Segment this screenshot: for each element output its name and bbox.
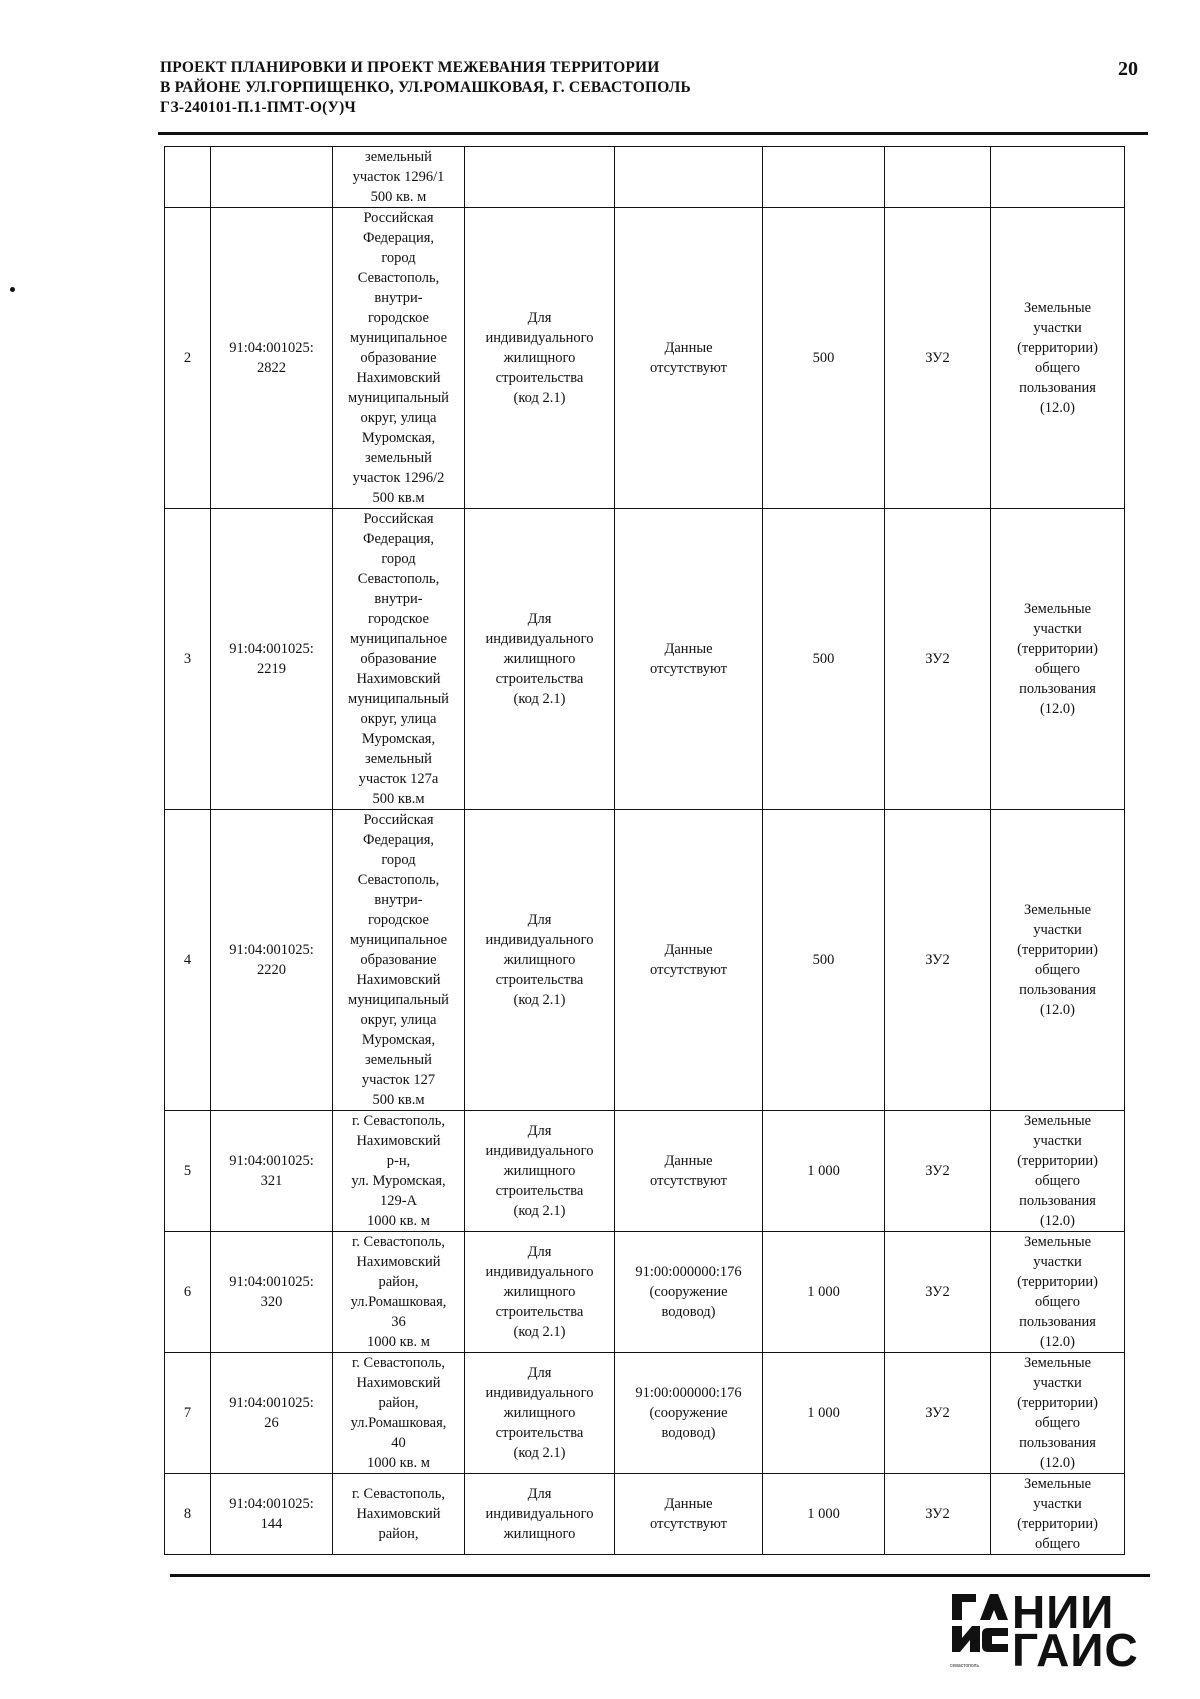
table-cell-address <box>333 810 465 1111</box>
table-cell-data <box>615 1111 763 1232</box>
cell-text-cadastre: 91:04:001025: 321 <box>229 1153 314 1189</box>
header-title-line2: В РАЙОНЕ УЛ.ГОРПИЩЕНКО, УЛ.РОМАШКОВАЯ, Г. СЕВАСТОПОЛЬ <box>160 79 691 96</box>
table-cell-category <box>991 147 1125 208</box>
logo-word-bottom: ГАИС <box>1012 1624 1139 1676</box>
cell-text-address: г. Севастополь, Нахимовский р-н, ул. Муромская, 129-А 1000 кв. м <box>351 1113 446 1229</box>
table-cell-area <box>763 810 885 1111</box>
cell-text-zone: ЗУ2 <box>925 1284 950 1300</box>
cell-text-area: 500 <box>812 350 835 366</box>
cell-text-num: 4 <box>183 952 192 968</box>
table-cell-data <box>615 208 763 509</box>
table-cell-category <box>991 1111 1125 1232</box>
table-cell-area <box>763 147 885 208</box>
stray-dot <box>10 287 15 292</box>
table-cell-cadastre <box>211 810 333 1111</box>
table-cell-cadastre <box>211 1474 333 1555</box>
cell-text-category: Земельные участки (территории) общего пользования (12.0) <box>1017 1113 1098 1229</box>
table-cell-category <box>991 1353 1125 1474</box>
table-row <box>165 1474 1125 1555</box>
table-cell-category <box>991 810 1125 1111</box>
table-cell-category <box>991 1232 1125 1353</box>
table-cell-address <box>333 1474 465 1555</box>
cell-text-zone: ЗУ2 <box>925 1405 950 1421</box>
table-row <box>165 1232 1125 1353</box>
table-cell-data <box>615 1474 763 1555</box>
cell-text-address: Российская Федерация, город Севастополь, внутри- городское муниципальное образование Нахимовский муниципальный округ, улица Муромская, земельный участок 127 500 кв.м <box>348 812 449 1108</box>
table-cell-use <box>465 1474 615 1555</box>
table-cell-use <box>465 509 615 810</box>
cell-text-data: 91:00:000000:176 (сооружение водовод) <box>635 1264 742 1320</box>
niigais-logo <box>950 1586 1155 1676</box>
document-header <box>160 58 1150 118</box>
table-cell-cadastre <box>211 1232 333 1353</box>
cell-text-num: 7 <box>183 1405 192 1421</box>
cell-text-category: Земельные участки (территории) общего пользования (12.0) <box>1017 601 1098 717</box>
table-cell-use <box>465 208 615 509</box>
cell-text-use: Для индивидуального жилищного строительства (код 2.1) <box>485 1244 594 1340</box>
table-cell-cadastre <box>211 1353 333 1474</box>
cell-text-cadastre: 91:04:001025: 2822 <box>229 340 314 376</box>
cell-text-cadastre: 91:04:001025: 2220 <box>229 942 314 978</box>
cell-text-zone: ЗУ2 <box>925 1506 950 1522</box>
table-cell-num <box>165 509 211 810</box>
header-rule <box>158 132 1148 135</box>
table-cell-use <box>465 1111 615 1232</box>
table-cell-num <box>165 1474 211 1555</box>
cell-text-area: 500 <box>812 651 835 667</box>
table-row <box>165 509 1125 810</box>
table-cell-cadastre <box>211 509 333 810</box>
table-row <box>165 810 1125 1111</box>
cell-text-zone: ЗУ2 <box>925 350 950 366</box>
header-document-code: ГЗ-240101-П.1-ПМТ-О(У)Ч <box>160 99 357 116</box>
table-cell-area <box>763 1474 885 1555</box>
table-row <box>165 147 1125 208</box>
table-cell-area <box>763 1353 885 1474</box>
cell-text-cadastre: 91:04:001025: 320 <box>229 1274 314 1310</box>
cell-text-data: Данные отсутствуют <box>650 942 727 978</box>
table-cell-address <box>333 1111 465 1232</box>
cell-text-num: 8 <box>183 1506 192 1522</box>
cell-text-area: 1 000 <box>807 1163 840 1179</box>
table-cell-zone <box>885 1474 991 1555</box>
land-plots-table <box>164 146 1125 1555</box>
cell-text-use: Для индивидуального жилищного строительства (код 2.1) <box>485 1365 594 1461</box>
cell-text-data: Данные отсутствуют <box>650 1496 727 1532</box>
table-cell-category <box>991 208 1125 509</box>
table-cell-category <box>991 1474 1125 1555</box>
cell-text-zone: ЗУ2 <box>925 952 950 968</box>
table-cell-zone <box>885 1353 991 1474</box>
header-title-line1: ПРОЕКТ ПЛАНИРОВКИ И ПРОЕКТ МЕЖЕВАНИЯ ТЕРРИТОРИИ <box>160 59 660 76</box>
table-cell-data <box>615 147 763 208</box>
table-cell-zone <box>885 810 991 1111</box>
cell-text-address: Российская Федерация, город Севастополь, внутри- городское муниципальное образование Нахимовский муниципальный округ, улица Муромская, земельный участок 1296/2 500 кв.м <box>348 210 449 506</box>
cell-text-use: Для индивидуального жилищного строительства (код 2.1) <box>485 310 594 406</box>
cell-text-num: 5 <box>183 1163 192 1179</box>
cell-text-num: 2 <box>183 350 192 366</box>
logo-caption: севастополь <box>950 1663 980 1669</box>
table-row <box>165 1353 1125 1474</box>
cell-text-area: 1 000 <box>807 1284 840 1300</box>
table-cell-address <box>333 1353 465 1474</box>
table-cell-use <box>465 1353 615 1474</box>
table-cell-num <box>165 1232 211 1353</box>
cell-text-cadastre: 91:04:001025: 26 <box>229 1395 314 1431</box>
cell-text-area: 1 000 <box>807 1405 840 1421</box>
cell-text-data: Данные отсутствуют <box>650 641 727 677</box>
table-cell-area <box>763 1232 885 1353</box>
table-cell-use <box>465 147 615 208</box>
table-cell-zone <box>885 208 991 509</box>
cell-text-data: 91:00:000000:176 (сооружение водовод) <box>635 1385 742 1441</box>
table-cell-cadastre <box>211 1111 333 1232</box>
cell-text-category: Земельные участки (территории) общего пользования (12.0) <box>1017 1234 1098 1350</box>
cell-text-address: г. Севастополь, Нахимовский район, ул.Ромашковая, 36 1000 кв. м <box>350 1234 447 1350</box>
table-cell-address <box>333 147 465 208</box>
table-cell-data <box>615 509 763 810</box>
logo-mark-icon <box>950 1590 1008 1656</box>
table-cell-address <box>333 1232 465 1353</box>
table-cell-area <box>763 509 885 810</box>
cell-text-data: Данные отсутствуют <box>650 1153 727 1189</box>
table-cell-use <box>465 810 615 1111</box>
cell-text-area: 1 000 <box>807 1506 840 1522</box>
table-cell-address <box>333 208 465 509</box>
cell-text-address: земельный участок 1296/1 500 кв. м <box>352 149 445 205</box>
cell-text-category: Земельные участки (территории) общего пользования (12.0) <box>1017 300 1098 416</box>
table-cell-data <box>615 1353 763 1474</box>
cell-text-use: Для индивидуального жилищного <box>485 1486 594 1542</box>
cell-text-num: 3 <box>183 651 192 667</box>
table-cell-use <box>465 1232 615 1353</box>
table-cell-area <box>763 1111 885 1232</box>
page-number: 20 <box>1118 58 1138 80</box>
table-cell-zone <box>885 147 991 208</box>
table-cell-num <box>165 1353 211 1474</box>
cell-text-address: г. Севастополь, Нахимовский район, ул.Ромашковая, 40 1000 кв. м <box>350 1355 447 1471</box>
table-cell-address <box>333 509 465 810</box>
table-cell-zone <box>885 1111 991 1232</box>
table-cell-num <box>165 1111 211 1232</box>
cell-text-use: Для индивидуального жилищного строительства (код 2.1) <box>485 912 594 1008</box>
cell-text-category: Земельные участки (территории) общего пользования (12.0) <box>1017 902 1098 1018</box>
table-cell-num <box>165 208 211 509</box>
table-cell-data <box>615 810 763 1111</box>
cell-text-category: Земельные участки (территории) общего <box>1017 1476 1098 1552</box>
table-row <box>165 1111 1125 1232</box>
cell-text-address: г. Севастополь, Нахимовский район, <box>351 1486 446 1542</box>
cell-text-category: Земельные участки (территории) общего пользования (12.0) <box>1017 1355 1098 1471</box>
footer-rule <box>170 1574 1150 1577</box>
table-cell-cadastre <box>211 208 333 509</box>
table-cell-category <box>991 509 1125 810</box>
cell-text-zone: ЗУ2 <box>925 1163 950 1179</box>
table-cell-data <box>615 1232 763 1353</box>
cell-text-data: Данные отсутствуют <box>650 340 727 376</box>
cell-text-num: 6 <box>183 1284 192 1300</box>
cell-text-use: Для индивидуального жилищного строительства (код 2.1) <box>485 1123 594 1219</box>
table-cell-zone <box>885 1232 991 1353</box>
table-cell-cadastre <box>211 147 333 208</box>
cell-text-address: Российская Федерация, город Севастополь, внутри- городское муниципальное образование Нахимовский муниципальный округ, улица Муромская, земельный участок 127а 500 кв.м <box>348 511 449 807</box>
cell-text-use: Для индивидуального жилищного строительства (код 2.1) <box>485 611 594 707</box>
table-cell-area <box>763 208 885 509</box>
cell-text-cadastre: 91:04:001025: 2219 <box>229 641 314 677</box>
table-cell-num <box>165 147 211 208</box>
cell-text-area: 500 <box>812 952 835 968</box>
cell-text-cadastre: 91:04:001025: 144 <box>229 1496 314 1532</box>
table-row <box>165 208 1125 509</box>
cell-text-zone: ЗУ2 <box>925 651 950 667</box>
table-cell-zone <box>885 509 991 810</box>
logo-word-top: НИИ <box>1012 1586 1115 1638</box>
table-cell-num <box>165 810 211 1111</box>
